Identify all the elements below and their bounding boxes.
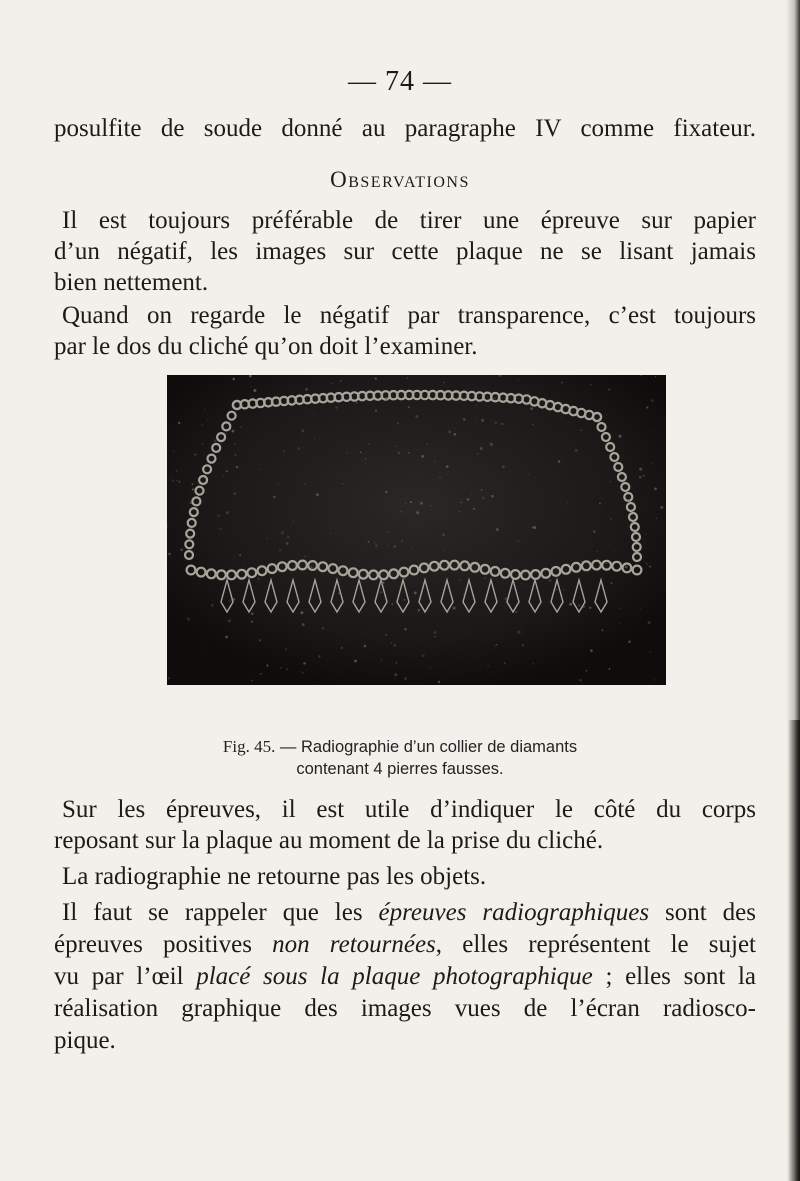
film-grain bbox=[192, 483, 194, 485]
film-grain bbox=[368, 443, 370, 445]
film-grain bbox=[342, 483, 343, 484]
film-grain bbox=[244, 560, 245, 561]
film-grain bbox=[418, 609, 420, 611]
film-grain bbox=[204, 408, 205, 409]
film-grain bbox=[522, 644, 524, 646]
text-line: bien nettement. bbox=[54, 269, 209, 296]
film-grain bbox=[590, 384, 591, 385]
text-span: épreuves positives bbox=[54, 931, 273, 958]
film-grain bbox=[649, 565, 651, 567]
italic-span: non retournées bbox=[272, 931, 436, 958]
film-grain bbox=[251, 386, 252, 387]
film-grain bbox=[232, 378, 235, 381]
film-grain bbox=[620, 608, 621, 609]
film-grain bbox=[300, 611, 303, 614]
film-grain bbox=[388, 531, 389, 532]
film-grain bbox=[434, 461, 436, 463]
film-grain bbox=[304, 483, 306, 485]
film-grain bbox=[556, 589, 557, 590]
film-grain bbox=[453, 607, 456, 610]
film-grain bbox=[318, 655, 320, 657]
text-span: Il faut se rappeler que les bbox=[62, 899, 379, 926]
figure-caption-text: — Radiographie d’un collier de diamants bbox=[279, 738, 578, 756]
text-span: ; elles sont la bbox=[592, 963, 756, 990]
film-grain bbox=[198, 485, 200, 487]
film-grain bbox=[524, 572, 526, 574]
film-grain bbox=[217, 514, 220, 517]
italic-span: épreuves radiographiques bbox=[378, 899, 650, 926]
film-grain bbox=[302, 429, 305, 432]
film-grain bbox=[304, 556, 305, 557]
film-grain bbox=[473, 508, 475, 510]
film-grain bbox=[311, 566, 313, 568]
film-grain bbox=[397, 422, 399, 424]
film-grain bbox=[599, 502, 601, 504]
text-span: sont des bbox=[649, 899, 757, 926]
film-grain bbox=[646, 563, 648, 565]
film-grain bbox=[583, 605, 586, 608]
film-grain bbox=[647, 621, 650, 624]
film-grain bbox=[593, 530, 596, 533]
film-grain bbox=[375, 544, 377, 546]
text-line bbox=[54, 930, 756, 960]
film-grain bbox=[381, 581, 384, 584]
film-grain bbox=[515, 611, 517, 613]
film-grain bbox=[410, 501, 412, 503]
film-grain bbox=[494, 398, 496, 400]
film-grain bbox=[398, 452, 401, 455]
film-grain bbox=[228, 619, 231, 622]
film-grain bbox=[596, 551, 598, 553]
film-grain bbox=[391, 603, 393, 605]
film-grain bbox=[258, 578, 260, 580]
film-grain bbox=[408, 452, 410, 454]
film-grain bbox=[656, 518, 657, 519]
film-grain bbox=[496, 528, 499, 531]
film-grain bbox=[234, 492, 237, 495]
film-grain bbox=[460, 502, 462, 504]
text-line: pique. bbox=[54, 1027, 116, 1054]
film-grain bbox=[619, 623, 620, 624]
film-grain bbox=[211, 604, 214, 607]
film-grain bbox=[606, 414, 607, 415]
film-grain bbox=[281, 531, 284, 534]
film-grain bbox=[180, 549, 183, 552]
film-grain bbox=[654, 679, 656, 681]
film-grain bbox=[645, 534, 646, 535]
film-grain bbox=[569, 603, 572, 606]
film-grain bbox=[459, 579, 461, 581]
film-grain bbox=[549, 580, 551, 582]
film-grain bbox=[266, 538, 268, 540]
film-grain bbox=[488, 666, 489, 667]
film-grain bbox=[175, 470, 177, 472]
film-grain bbox=[346, 452, 348, 454]
film-grain bbox=[286, 542, 288, 544]
film-grain bbox=[330, 533, 331, 534]
film-grain bbox=[388, 545, 389, 546]
film-grain bbox=[385, 634, 387, 636]
film-grain bbox=[493, 377, 494, 378]
text-line: d’un négatif, les images sur cette plaque ne se lisant jamais bbox=[54, 238, 756, 265]
film-grain bbox=[305, 388, 308, 391]
film-grain bbox=[226, 511, 229, 514]
film-grain bbox=[205, 648, 206, 649]
film-grain bbox=[300, 671, 301, 672]
film-grain bbox=[286, 668, 288, 670]
film-grain bbox=[365, 463, 366, 464]
film-grain bbox=[438, 681, 440, 683]
film-grain bbox=[414, 592, 417, 595]
film-grain bbox=[302, 672, 304, 674]
film-grain bbox=[580, 429, 582, 431]
film-grain bbox=[259, 469, 260, 470]
film-grain bbox=[297, 447, 300, 450]
film-grain bbox=[279, 549, 281, 551]
film-grain bbox=[356, 402, 358, 404]
film-grain bbox=[285, 648, 287, 650]
film-grain bbox=[240, 426, 242, 428]
film-grain bbox=[214, 439, 217, 442]
film-grain bbox=[530, 407, 533, 410]
film-grain bbox=[194, 454, 196, 456]
film-grain bbox=[225, 433, 227, 435]
film-grain bbox=[273, 496, 276, 499]
film-grain bbox=[283, 450, 285, 452]
film-grain bbox=[442, 533, 445, 536]
film-grain bbox=[302, 623, 305, 626]
film-grain bbox=[481, 419, 484, 422]
film-grain bbox=[528, 474, 529, 475]
film-grain bbox=[393, 545, 396, 548]
section-heading bbox=[0, 167, 800, 193]
film-grain bbox=[178, 422, 181, 425]
page-number: — 74 — bbox=[348, 66, 452, 97]
film-grain bbox=[477, 401, 479, 403]
film-grain bbox=[494, 645, 495, 646]
film-grain bbox=[651, 399, 654, 402]
film-grain bbox=[290, 608, 291, 609]
film-grain bbox=[207, 419, 208, 420]
film-grain bbox=[400, 511, 402, 513]
film-grain bbox=[407, 377, 408, 378]
figure-caption-line1 bbox=[0, 736, 800, 758]
film-grain bbox=[611, 582, 613, 584]
film-grain bbox=[618, 435, 621, 438]
film-grain bbox=[234, 443, 236, 445]
film-grain bbox=[202, 443, 203, 444]
film-grain bbox=[368, 541, 370, 543]
film-grain bbox=[236, 466, 238, 468]
film-grain bbox=[484, 577, 485, 578]
film-grain bbox=[408, 406, 410, 408]
film-grain bbox=[504, 662, 505, 663]
film-grain bbox=[220, 528, 222, 530]
film-grain bbox=[251, 680, 253, 682]
film-grain bbox=[533, 526, 536, 529]
film-grain bbox=[394, 644, 396, 646]
film-grain bbox=[421, 455, 424, 458]
film-grain bbox=[233, 598, 235, 600]
film-grain bbox=[313, 413, 314, 414]
film-grain bbox=[652, 463, 653, 464]
film-grain bbox=[646, 406, 648, 408]
film-grain bbox=[380, 591, 383, 594]
film-grain bbox=[290, 524, 291, 525]
film-grain bbox=[413, 390, 415, 392]
film-grain bbox=[613, 551, 614, 552]
film-grain bbox=[314, 438, 315, 439]
film-grain bbox=[239, 554, 241, 556]
film-grain bbox=[579, 679, 582, 682]
film-grain bbox=[395, 662, 397, 664]
film-grain bbox=[590, 649, 593, 652]
film-grain bbox=[375, 377, 377, 379]
film-grain bbox=[381, 395, 382, 396]
film-grain bbox=[190, 502, 193, 505]
film-grain bbox=[335, 406, 338, 409]
film-grain bbox=[173, 450, 174, 451]
film-grain bbox=[502, 465, 505, 468]
film-grain bbox=[434, 636, 436, 638]
film-grain bbox=[340, 380, 342, 382]
film-grain bbox=[640, 609, 641, 610]
film-grain bbox=[293, 521, 294, 522]
film-grain bbox=[192, 488, 194, 490]
film-grain bbox=[405, 503, 406, 504]
film-grain bbox=[234, 454, 237, 457]
film-grain bbox=[589, 607, 591, 609]
film-grain bbox=[226, 470, 228, 472]
film-grain bbox=[639, 476, 642, 479]
film-grain bbox=[480, 447, 483, 450]
film-grain bbox=[463, 593, 465, 595]
film-grain bbox=[259, 639, 261, 641]
film-grain bbox=[404, 577, 406, 579]
film-grain bbox=[654, 488, 657, 491]
film-grain bbox=[518, 379, 519, 380]
film-grain bbox=[168, 677, 170, 679]
film-grain bbox=[364, 458, 366, 460]
text-line: réalisation graphique des images vues de l’écran radiosco- bbox=[54, 995, 756, 1022]
film-grain bbox=[202, 425, 203, 426]
film-grain bbox=[427, 444, 428, 445]
film-grain bbox=[481, 489, 483, 491]
film-grain bbox=[610, 481, 612, 483]
film-grain bbox=[501, 423, 503, 425]
radiograph-image bbox=[167, 375, 666, 685]
film-grain bbox=[561, 382, 563, 384]
film-grain bbox=[495, 422, 497, 424]
film-grain bbox=[443, 382, 445, 384]
film-grain bbox=[572, 564, 574, 566]
film-grain bbox=[266, 664, 268, 666]
text-line: par le dos du cliché qu’on doit l’examiner. bbox=[54, 333, 478, 360]
film-grain bbox=[260, 673, 262, 675]
film-grain bbox=[521, 583, 522, 584]
film-grain bbox=[561, 417, 562, 418]
film-grain bbox=[551, 602, 554, 605]
film-grain bbox=[331, 383, 332, 384]
film-grain bbox=[287, 536, 289, 538]
radiograph-necklace-picture bbox=[167, 375, 666, 685]
film-grain bbox=[610, 518, 612, 520]
film-grain bbox=[476, 419, 477, 420]
film-grain bbox=[653, 429, 654, 430]
film-grain bbox=[385, 491, 387, 493]
text-line bbox=[62, 898, 756, 928]
film-grain bbox=[316, 493, 319, 496]
film-grain bbox=[360, 452, 362, 454]
film-grain bbox=[655, 376, 656, 377]
film-grain bbox=[375, 409, 377, 411]
film-grain bbox=[628, 640, 631, 643]
film-grain bbox=[223, 476, 224, 477]
section-heading-text: Observations bbox=[330, 167, 470, 192]
text-line bbox=[54, 962, 756, 992]
film-grain bbox=[601, 629, 603, 631]
film-grain bbox=[463, 418, 466, 421]
film-grain bbox=[639, 468, 642, 471]
page-edge-shadow-lower bbox=[788, 720, 800, 1181]
film-grain bbox=[581, 561, 582, 562]
film-grain bbox=[564, 589, 565, 590]
film-grain bbox=[187, 618, 190, 621]
film-grain bbox=[422, 654, 425, 657]
film-grain bbox=[533, 663, 534, 664]
film-grain bbox=[229, 599, 232, 602]
film-grain bbox=[459, 511, 460, 512]
film-grain bbox=[411, 548, 412, 549]
film-grain bbox=[500, 375, 501, 376]
film-grain bbox=[278, 483, 279, 484]
film-grain bbox=[322, 627, 324, 629]
film-grain bbox=[404, 677, 407, 680]
film-grain bbox=[354, 660, 357, 663]
figure-caption-line2: contenant 4 pierres fausses. bbox=[296, 760, 504, 778]
film-grain bbox=[649, 651, 651, 653]
film-grain bbox=[176, 480, 177, 481]
film-grain bbox=[454, 433, 457, 436]
film-grain bbox=[385, 397, 388, 400]
film-grain bbox=[578, 604, 580, 606]
text-line: reposant sur la plaque au moment de la prise du cliché. bbox=[54, 827, 604, 854]
text-span: vu par l’œil bbox=[54, 963, 197, 990]
film-grain bbox=[401, 540, 403, 542]
film-grain bbox=[391, 642, 393, 644]
film-grain bbox=[606, 563, 607, 564]
film-grain bbox=[339, 570, 340, 571]
film-grain bbox=[430, 667, 431, 668]
film-grain bbox=[253, 389, 256, 392]
text-line: posulfite de soude donné au paragraphe IV comme fixateur. bbox=[54, 115, 756, 142]
film-grain bbox=[575, 449, 578, 452]
film-grain bbox=[609, 668, 611, 670]
film-grain bbox=[303, 662, 305, 664]
film-grain bbox=[446, 465, 449, 468]
film-grain bbox=[643, 475, 645, 477]
italic-span: placé sous la plaque photographique bbox=[196, 963, 593, 990]
film-grain bbox=[491, 495, 494, 498]
film-grain bbox=[381, 660, 382, 661]
film-grain bbox=[340, 647, 343, 650]
film-grain bbox=[567, 502, 568, 503]
text-span: , elles représentent le sujet bbox=[435, 931, 757, 958]
film-grain bbox=[471, 494, 472, 495]
film-grain bbox=[625, 566, 628, 569]
figure-label: Fig. 45. bbox=[222, 737, 276, 756]
film-grain bbox=[178, 481, 180, 483]
film-grain bbox=[168, 553, 171, 556]
film-grain bbox=[415, 415, 418, 418]
film-grain bbox=[517, 631, 520, 634]
film-grain bbox=[660, 506, 663, 509]
film-grain bbox=[532, 424, 533, 425]
text-line: Quand on regarde le négatif par transparence, c’est toujours bbox=[62, 302, 756, 329]
text-line: La radiographie ne retourne pas les objets. bbox=[62, 863, 487, 890]
film-grain bbox=[448, 430, 451, 433]
film-grain bbox=[416, 511, 419, 514]
film-grain bbox=[467, 498, 470, 501]
film-grain bbox=[251, 621, 253, 623]
film-grain bbox=[476, 405, 477, 406]
film-grain bbox=[518, 541, 519, 542]
film-grain bbox=[505, 597, 508, 600]
film-grain bbox=[439, 477, 440, 478]
film-grain bbox=[404, 628, 406, 630]
film-grain bbox=[404, 599, 406, 601]
film-grain bbox=[420, 502, 423, 505]
film-grain bbox=[477, 453, 479, 455]
film-grain bbox=[496, 644, 498, 646]
film-grain bbox=[430, 505, 431, 506]
film-grain bbox=[338, 592, 340, 594]
film-grain bbox=[172, 479, 175, 482]
film-grain bbox=[558, 460, 560, 462]
text-line: Sur les épreuves, il est utile d’indiquer le côté du corps bbox=[62, 796, 756, 823]
film-grain bbox=[280, 667, 282, 669]
film-grain bbox=[395, 446, 397, 448]
film-grain bbox=[225, 636, 228, 639]
film-grain bbox=[490, 443, 493, 446]
film-grain bbox=[444, 550, 445, 551]
film-grain bbox=[251, 612, 254, 615]
film-grain bbox=[364, 645, 367, 648]
text-line: Il est toujours préférable de tirer une épreuve sur papier bbox=[62, 207, 756, 234]
film-grain bbox=[374, 542, 376, 544]
film-grain bbox=[232, 430, 235, 433]
film-grain bbox=[608, 388, 610, 390]
film-grain bbox=[482, 496, 485, 499]
film-grain bbox=[627, 499, 630, 502]
film-grain bbox=[434, 631, 437, 634]
film-grain bbox=[394, 673, 397, 676]
film-grain bbox=[585, 670, 587, 672]
